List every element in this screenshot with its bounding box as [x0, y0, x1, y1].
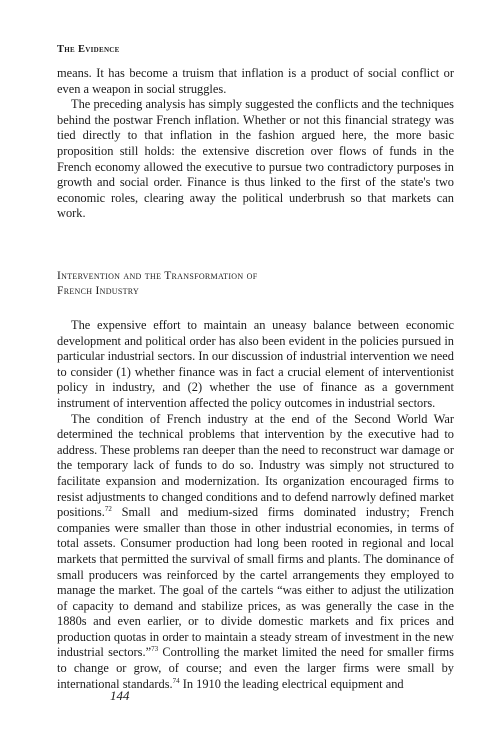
text-block-main	[57, 318, 454, 692]
text-run: Small and medium-sized firms dominated industry; French companies were smaller than those in other industrial economies, in terms of total assets. Consumer production had long been rooted in regional and local markets that permitted the survival of small firms and plants. The dominance of small producers was reinforced by the cartel arrangements they employed to manage the market. The goal of the cartels “was either to adjust the utilization of capacity to demand and stabilize prices, as was generally the case in the 1880s and even earlier, or to divide domestic markets and fix prices and production quotas in order to maintain a steady stream of investment in the new industrial sectors.”	[57, 505, 454, 660]
text-run: In 1910 the leading electrical equipment and	[179, 676, 404, 691]
paragraph-expensive-effort: The expensive effort to maintain an uneasy balance between economic development and political order has also been evident in the policies pursued in particular industrial sectors. In our discussion of industrial intervention we need to consider (1) whether finance was in fact a crucial element of interventionist policy in industry, and (2) whether the use of finance as a government instrument of intervention affected the policy outcomes in industrial sectors.	[57, 318, 454, 410]
section-heading-line-2: French Industry	[57, 285, 140, 297]
footnote-ref-73: 73	[151, 645, 159, 654]
section-heading-line-1: Intervention and the Transformation of	[57, 270, 258, 282]
paragraph-condition-of-industry	[57, 412, 454, 693]
footnote-ref-72: 72	[104, 505, 112, 513]
footnote-ref-74: 74	[172, 676, 180, 685]
running-head: The Evidence	[57, 44, 120, 55]
paragraph-preceding-analysis: The preceding analysis has simply suggested the conflicts and the techniques behind the postwar French inflation. Whether or not this financial strategy was tied directly to that inflation in the fashion argued here, the more basic proposition still holds: the extensive discretion over flows of funds in the French economy allowed the executive to pursue two contradictory purposes in growth and social order. Finance is thus linked to the first of the state's two economic roles, clearing away the political underbrush so that markets can work.	[57, 97, 454, 221]
text-run: Controlling the market limited the need for smaller firms to change or grow, of course; and even the larger firms were small by international standards.	[57, 645, 454, 691]
section-heading	[57, 269, 257, 299]
text-run: The condition of French industry at the end of the Second World War determined the technical problems that intervention by the executive had to address. These problems ran deeper than the need to reconstruct war damage or the temporary lack of funds to do so. Industry was simply not structured to facilitate expansion and modernization. Its organization encouraged firms to resist adjustments to changed conditions and to defend narrowly defined market positions.	[57, 411, 454, 520]
page-number: 144	[110, 688, 130, 703]
text-block-top	[57, 66, 454, 222]
paragraph-continuation: means. It has become a truism that inflation is a product of social conflict or even a weapon in social struggles.	[57, 66, 454, 96]
